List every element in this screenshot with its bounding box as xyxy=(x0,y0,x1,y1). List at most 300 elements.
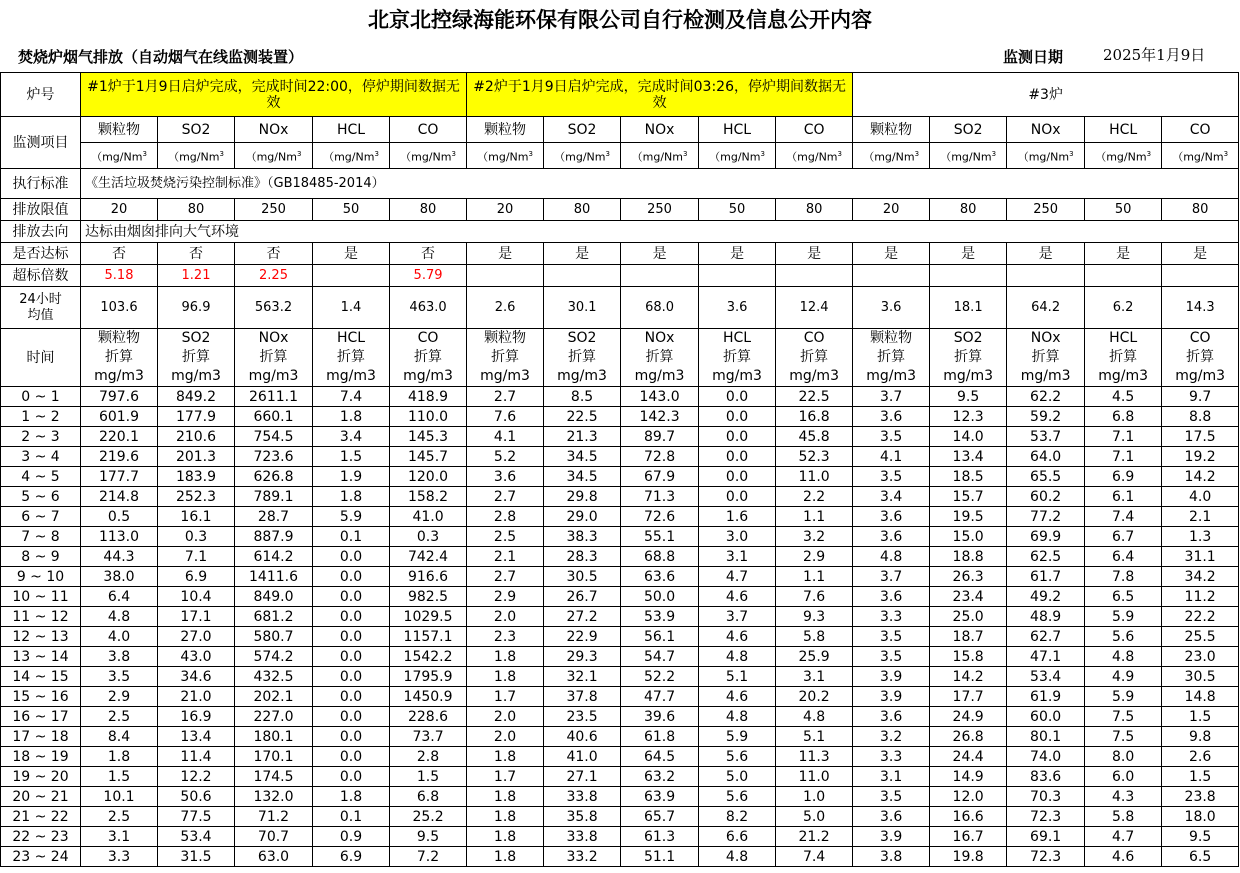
item-name: NOx xyxy=(235,117,313,143)
data-cell: 3.7 xyxy=(853,567,930,587)
exceed-value xyxy=(1162,265,1239,287)
data-cell: 170.1 xyxy=(235,747,313,767)
data-cell: 916.6 xyxy=(390,567,467,587)
standard-text: 《生活垃圾焚烧污染控制标准》（GB18485-2014） xyxy=(81,169,1239,199)
data-cell: 6.9 xyxy=(1085,467,1162,487)
data-cell: 6.0 xyxy=(1085,767,1162,787)
col-pollutant: HCL xyxy=(723,330,752,346)
data-cell: 4.7 xyxy=(1085,827,1162,847)
unit-text: （mg/Nm xyxy=(940,150,992,164)
avg24-value: 96.9 xyxy=(158,287,235,329)
data-cell: 580.7 xyxy=(235,627,313,647)
data-cell: 13.4 xyxy=(158,727,235,747)
item-name: CO xyxy=(1162,117,1239,143)
col-unit: mg/m3 xyxy=(712,368,762,384)
data-cell: 7.4 xyxy=(1085,507,1162,527)
data-cell: 3.6 xyxy=(467,467,544,487)
data-cell: 3.6 xyxy=(853,707,930,727)
data-cell: 4.6 xyxy=(699,687,776,707)
data-cell: 16.8 xyxy=(776,407,853,427)
data-cell: 3.3 xyxy=(853,747,930,767)
data-cell: 21.3 xyxy=(544,427,621,447)
data-cell: 1.7 xyxy=(467,687,544,707)
data-cell: 7.1 xyxy=(158,547,235,567)
table-row xyxy=(1,527,1239,547)
data-cell: 1.6 xyxy=(699,507,776,527)
data-cell: 5.9 xyxy=(1085,607,1162,627)
data-cell: 3.2 xyxy=(776,527,853,547)
data-cell: 4.0 xyxy=(81,627,158,647)
data-cell: 1157.1 xyxy=(390,627,467,647)
col-unit: mg/m3 xyxy=(557,368,607,384)
compliance-value: 是 xyxy=(1007,243,1085,265)
col-conversion: 折算 xyxy=(645,349,674,365)
destination-label: 排放去向 xyxy=(1,221,81,243)
compliance-value: 否 xyxy=(390,243,467,265)
data-cell: 1.8 xyxy=(467,787,544,807)
data-cell: 3.6 xyxy=(853,507,930,527)
col-unit: mg/m3 xyxy=(943,368,994,384)
avg24-label-line1: 24小时 xyxy=(19,291,62,307)
table-row xyxy=(1,747,1239,767)
data-cell: 601.9 xyxy=(81,407,158,427)
destination-row xyxy=(1,221,1239,243)
data-cell: 1.1 xyxy=(776,507,853,527)
data-cell: 6.4 xyxy=(81,587,158,607)
data-cell: 145.7 xyxy=(390,447,467,467)
data-cell: 5.6 xyxy=(1085,627,1162,647)
unit-sup: 3 xyxy=(296,149,302,158)
data-cell: 1.8 xyxy=(467,667,544,687)
data-cell: 4.3 xyxy=(1085,787,1162,807)
data-cell: 3.7 xyxy=(853,387,930,407)
time-cell: 8 ~ 9 xyxy=(1,547,81,567)
data-cell: 6.8 xyxy=(390,787,467,807)
time-cell: 16 ~ 17 xyxy=(1,707,81,727)
data-cell: 52.2 xyxy=(621,667,699,687)
item-name: HCL xyxy=(1085,117,1162,143)
unit-sup: 3 xyxy=(683,149,688,158)
table-row xyxy=(1,627,1239,647)
data-cell: 0.3 xyxy=(158,527,235,547)
data-cell: 28.3 xyxy=(544,547,621,567)
time-col-header xyxy=(1162,329,1239,387)
table-row xyxy=(1,667,1239,687)
data-cell: 18.0 xyxy=(1162,807,1239,827)
data-cell: 63.9 xyxy=(621,787,699,807)
item-name: NOx xyxy=(1007,117,1085,143)
item-unit xyxy=(313,143,390,169)
exceed-value: 1.21 xyxy=(158,265,235,287)
data-cell: 41.0 xyxy=(390,507,467,527)
data-cell: 1.3 xyxy=(1162,527,1239,547)
data-cell: 681.2 xyxy=(235,607,313,627)
data-cell: 52.3 xyxy=(776,447,853,467)
page-title: 北京北控绿海能环保有限公司自行检测及信息公开内容 xyxy=(368,7,872,32)
section-subtitle: 焚烧炉烟气排放（自动烟气在线监测装置） xyxy=(18,48,304,66)
data-cell: 11.0 xyxy=(776,767,853,787)
unit-text: （mg/Nm xyxy=(400,150,452,164)
data-cell: 7.5 xyxy=(1085,707,1162,727)
unit-sup: 3 xyxy=(374,149,379,158)
data-cell: 71.2 xyxy=(235,807,313,827)
compliance-value: 否 xyxy=(158,243,235,265)
avg24-value: 30.1 xyxy=(544,287,621,329)
data-cell: 70.3 xyxy=(1007,787,1085,807)
data-cell: 34.5 xyxy=(544,447,621,467)
time-cell: 23 ~ 24 xyxy=(1,847,81,867)
data-cell: 3.9 xyxy=(853,667,930,687)
data-cell: 49.2 xyxy=(1007,587,1085,607)
item-name: SO2 xyxy=(930,117,1007,143)
data-cell: 1029.5 xyxy=(390,607,467,627)
item-unit xyxy=(158,143,235,169)
data-cell: 3.5 xyxy=(853,427,930,447)
data-cell: 63.0 xyxy=(235,847,313,867)
data-cell: 0.0 xyxy=(313,687,390,707)
data-cell: 62.5 xyxy=(1007,547,1085,567)
data-cell: 5.1 xyxy=(699,667,776,687)
col-conversion: 折算 xyxy=(1186,349,1215,365)
exceed-value: 5.18 xyxy=(81,265,158,287)
table-row xyxy=(1,727,1239,747)
data-cell: 21.2 xyxy=(776,827,853,847)
col-unit: mg/m3 xyxy=(1098,368,1149,384)
data-cell: 6.5 xyxy=(1085,587,1162,607)
col-unit: mg/m3 xyxy=(634,368,685,384)
data-cell: 0.9 xyxy=(313,827,390,847)
time-col-header xyxy=(1085,329,1162,387)
unit-sup: 3 xyxy=(1069,149,1074,158)
data-cell: 83.6 xyxy=(1007,767,1085,787)
data-cell: 1.8 xyxy=(313,407,390,427)
data-cell: 3.7 xyxy=(699,607,776,627)
data-cell: 1.8 xyxy=(467,847,544,867)
data-cell: 4.5 xyxy=(1085,387,1162,407)
col-conversion: 折算 xyxy=(337,349,365,365)
data-cell: 68.8 xyxy=(621,547,699,567)
col-pollutant: HCL xyxy=(1109,330,1138,346)
data-cell: 20.2 xyxy=(776,687,853,707)
data-cell: 25.0 xyxy=(930,607,1007,627)
data-cell: 0.0 xyxy=(313,567,390,587)
data-cell: 43.0 xyxy=(158,647,235,667)
data-cell: 1542.2 xyxy=(390,647,467,667)
data-cell: 180.1 xyxy=(235,727,313,747)
data-cell: 177.9 xyxy=(158,407,235,427)
data-cell: 0.0 xyxy=(313,667,390,687)
unit-text: （mg/Nm xyxy=(168,150,220,164)
data-cell: 27.1 xyxy=(544,767,621,787)
data-cell: 18.7 xyxy=(930,627,1007,647)
unit-text: （mg/Nm xyxy=(91,150,143,164)
data-cell: 15.0 xyxy=(930,527,1007,547)
avg24-value: 6.2 xyxy=(1085,287,1162,329)
data-cell: 982.5 xyxy=(390,587,467,607)
col-unit: mg/m3 xyxy=(171,368,221,384)
data-cell: 2.0 xyxy=(467,727,544,747)
data-cell: 2.5 xyxy=(81,807,158,827)
data-cell: 887.9 xyxy=(235,527,313,547)
unit-sup: 3 xyxy=(451,149,456,158)
item-name: HCL xyxy=(699,117,776,143)
data-cell: 7.6 xyxy=(467,407,544,427)
item-name: CO xyxy=(390,117,467,143)
time-cell: 20 ~ 21 xyxy=(1,787,81,807)
item-unit xyxy=(235,143,313,169)
col-pollutant: SO2 xyxy=(181,330,211,346)
data-cell: 31.1 xyxy=(1162,547,1239,567)
data-cell: 14.9 xyxy=(930,767,1007,787)
table-row xyxy=(1,587,1239,607)
data-cell: 0.0 xyxy=(313,587,390,607)
data-cell: 8.2 xyxy=(699,807,776,827)
data-cell: 220.1 xyxy=(81,427,158,447)
data-cell: 61.8 xyxy=(621,727,699,747)
data-cell: 418.9 xyxy=(390,387,467,407)
data-cell: 252.3 xyxy=(158,487,235,507)
time-cell: 10 ~ 11 xyxy=(1,587,81,607)
time-col-header xyxy=(390,329,467,387)
data-cell: 47.7 xyxy=(621,687,699,707)
limit-row xyxy=(1,199,1239,221)
col-pollutant: CO xyxy=(803,330,825,346)
exceed-row xyxy=(1,265,1239,287)
data-cell: 0.0 xyxy=(699,427,776,447)
compliance-value: 否 xyxy=(81,243,158,265)
data-cell: 3.6 xyxy=(853,807,930,827)
data-cell: 2.5 xyxy=(467,527,544,547)
data-cell: 202.1 xyxy=(235,687,313,707)
data-cell: 6.5 xyxy=(1162,847,1239,867)
data-cell: 34.5 xyxy=(544,467,621,487)
item-unit xyxy=(81,143,158,169)
data-cell: 1.9 xyxy=(313,467,390,487)
data-cell: 0.0 xyxy=(313,767,390,787)
data-cell: 227.0 xyxy=(235,707,313,727)
data-cell: 3.8 xyxy=(81,647,158,667)
limit-value: 50 xyxy=(1085,199,1162,221)
exceed-value xyxy=(313,265,390,287)
data-cell: 40.6 xyxy=(544,727,621,747)
exceed-value xyxy=(1007,265,1085,287)
data-cell: 0.5 xyxy=(81,507,158,527)
data-cell: 2.8 xyxy=(467,507,544,527)
data-cell: 1411.6 xyxy=(235,567,313,587)
data-cell: 4.0 xyxy=(1162,487,1239,507)
unit-sup: 3 xyxy=(219,149,224,158)
time-col-header xyxy=(81,329,158,387)
data-cell: 8.0 xyxy=(1085,747,1162,767)
compliance-value: 是 xyxy=(776,243,853,265)
data-cell: 4.6 xyxy=(699,587,776,607)
data-cell: 4.8 xyxy=(81,607,158,627)
exceed-value xyxy=(1085,265,1162,287)
data-cell: 63.6 xyxy=(621,567,699,587)
data-cell: 72.6 xyxy=(621,507,699,527)
data-cell: 25.5 xyxy=(1162,627,1239,647)
data-cell: 30.5 xyxy=(1162,667,1239,687)
data-cell: 23.0 xyxy=(1162,647,1239,667)
emission-table xyxy=(0,72,1239,867)
time-cell: 14 ~ 15 xyxy=(1,667,81,687)
data-cell: 0.0 xyxy=(699,447,776,467)
data-cell: 5.1 xyxy=(776,727,853,747)
time-cell: 1 ~ 2 xyxy=(1,407,81,427)
data-cell: 30.5 xyxy=(544,567,621,587)
data-cell: 174.5 xyxy=(235,767,313,787)
data-cell: 60.2 xyxy=(1007,487,1085,507)
data-cell: 16.9 xyxy=(158,707,235,727)
data-cell: 228.6 xyxy=(390,707,467,727)
item-name: SO2 xyxy=(544,117,621,143)
data-cell: 33.8 xyxy=(544,787,621,807)
data-cell: 22.9 xyxy=(544,627,621,647)
item-unit xyxy=(776,143,853,169)
data-cell: 9.5 xyxy=(1162,827,1239,847)
data-cell: 33.8 xyxy=(544,827,621,847)
compliance-value: 是 xyxy=(853,243,930,265)
data-cell: 10.4 xyxy=(158,587,235,607)
table-row xyxy=(1,767,1239,787)
data-cell: 61.9 xyxy=(1007,687,1085,707)
data-cell: 2.5 xyxy=(81,707,158,727)
time-cell: 5 ~ 6 xyxy=(1,487,81,507)
item-name: CO xyxy=(776,117,853,143)
data-cell: 432.5 xyxy=(235,667,313,687)
data-cell: 50.6 xyxy=(158,787,235,807)
data-cell: 2.7 xyxy=(467,487,544,507)
data-cell: 38.3 xyxy=(544,527,621,547)
data-cell: 2.0 xyxy=(467,607,544,627)
data-cell: 2.7 xyxy=(467,387,544,407)
data-cell: 73.7 xyxy=(390,727,467,747)
compliance-value: 是 xyxy=(621,243,699,265)
data-cell: 3.5 xyxy=(853,787,930,807)
unit-text: （mg/Nm xyxy=(1095,150,1147,164)
col-unit: mg/m3 xyxy=(403,368,453,384)
item-name: NOx xyxy=(621,117,699,143)
time-col-header xyxy=(699,329,776,387)
time-col-header xyxy=(235,329,313,387)
data-cell: 26.7 xyxy=(544,587,621,607)
data-cell: 214.8 xyxy=(81,487,158,507)
compliance-value: 是 xyxy=(930,243,1007,265)
data-cell: 4.8 xyxy=(699,847,776,867)
table-row xyxy=(1,507,1239,527)
time-cell: 6 ~ 7 xyxy=(1,507,81,527)
data-cell: 0.0 xyxy=(699,387,776,407)
data-cell: 69.9 xyxy=(1007,527,1085,547)
compliance-value: 是 xyxy=(1162,243,1239,265)
item-unit xyxy=(390,143,467,169)
data-cell: 27.2 xyxy=(544,607,621,627)
data-cell: 2.1 xyxy=(467,547,544,567)
table-row xyxy=(1,647,1239,667)
unit-text: （mg/Nm xyxy=(477,150,529,164)
col-unit: mg/m3 xyxy=(866,368,917,384)
col-pollutant: SO2 xyxy=(567,330,597,346)
data-cell: 2.3 xyxy=(467,627,544,647)
destination-text: 达标由烟囱排向大气环境 xyxy=(81,221,1239,243)
col-pollutant: 颗粒物 xyxy=(484,330,527,346)
avg24-value: 103.6 xyxy=(81,287,158,329)
avg24-value: 18.1 xyxy=(930,287,1007,329)
data-cell: 3.1 xyxy=(776,667,853,687)
data-cell: 9.8 xyxy=(1162,727,1239,747)
data-cell: 1.0 xyxy=(776,787,853,807)
col-pollutant: 颗粒物 xyxy=(98,330,140,346)
data-cell: 3.5 xyxy=(853,647,930,667)
data-cell: 4.8 xyxy=(1085,647,1162,667)
avg24-value: 1.4 xyxy=(313,287,390,329)
data-cell: 6.6 xyxy=(699,827,776,847)
avg24-label-line2: 均值 xyxy=(27,307,54,323)
data-cell: 35.8 xyxy=(544,807,621,827)
data-cell: 77.5 xyxy=(158,807,235,827)
data-cell: 3.2 xyxy=(853,727,930,747)
limit-value: 250 xyxy=(1007,199,1085,221)
data-cell: 47.1 xyxy=(1007,647,1085,667)
data-cell: 31.5 xyxy=(158,847,235,867)
data-cell: 5.0 xyxy=(776,807,853,827)
data-cell: 11.0 xyxy=(776,467,853,487)
data-cell: 201.3 xyxy=(158,447,235,467)
data-cell: 17.7 xyxy=(930,687,1007,707)
data-cell: 132.0 xyxy=(235,787,313,807)
avg24-row xyxy=(1,287,1239,329)
col-conversion: 折算 xyxy=(259,349,288,365)
data-cell: 4.1 xyxy=(853,447,930,467)
data-cell: 4.6 xyxy=(1085,847,1162,867)
col-conversion: 折算 xyxy=(182,349,210,365)
data-cell: 44.3 xyxy=(81,547,158,567)
data-cell: 3.6 xyxy=(853,407,930,427)
col-pollutant: NOx xyxy=(258,330,289,346)
data-cell: 72.3 xyxy=(1007,847,1085,867)
data-cell: 626.8 xyxy=(235,467,313,487)
unit-sup: 3 xyxy=(142,149,147,158)
data-cell: 14.0 xyxy=(930,427,1007,447)
unit-row xyxy=(1,143,1239,169)
unit-sup: 3 xyxy=(991,149,997,158)
data-cell: 110.0 xyxy=(390,407,467,427)
unit-text: （mg/Nm xyxy=(245,150,297,164)
limit-value: 80 xyxy=(158,199,235,221)
data-cell: 0.0 xyxy=(313,707,390,727)
limit-value: 80 xyxy=(544,199,621,221)
data-cell: 3.8 xyxy=(853,847,930,867)
data-cell: 59.2 xyxy=(1007,407,1085,427)
time-cell: 12 ~ 13 xyxy=(1,627,81,647)
data-cell: 6.1 xyxy=(1085,487,1162,507)
data-cell: 4.6 xyxy=(699,627,776,647)
data-cell: 24.9 xyxy=(930,707,1007,727)
data-cell: 1.8 xyxy=(467,807,544,827)
exceed-label: 超标倍数 xyxy=(1,265,81,287)
data-cell: 14.2 xyxy=(930,667,1007,687)
data-cell: 2.9 xyxy=(81,687,158,707)
data-cell: 51.1 xyxy=(621,847,699,867)
data-cell: 14.8 xyxy=(1162,687,1239,707)
item-row xyxy=(1,117,1239,143)
data-cell: 23.8 xyxy=(1162,787,1239,807)
avg24-value: 64.2 xyxy=(1007,287,1085,329)
data-cell: 9.3 xyxy=(776,607,853,627)
data-cell: 0.0 xyxy=(313,607,390,627)
compliance-value: 是 xyxy=(1085,243,1162,265)
data-cell: 0.0 xyxy=(699,487,776,507)
